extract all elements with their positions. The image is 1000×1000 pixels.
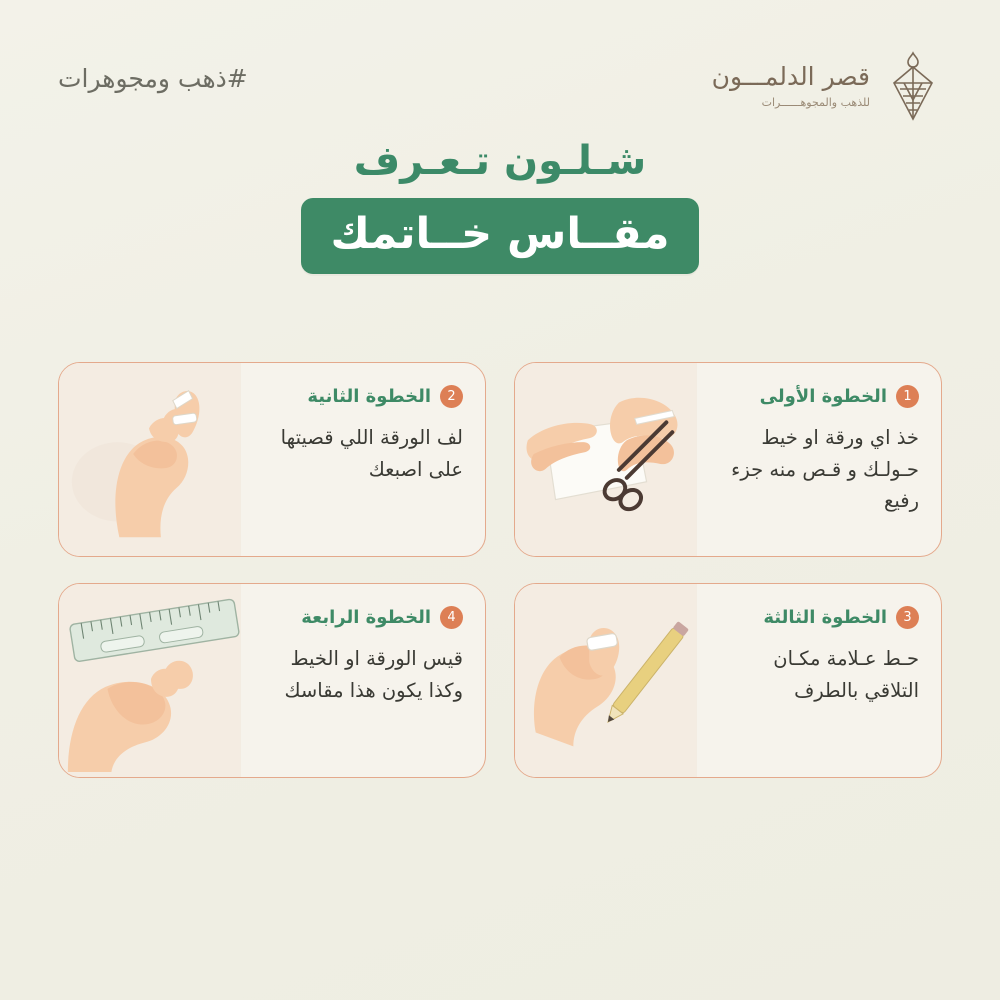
- step-number-badge: 4: [440, 606, 463, 629]
- brand-subtitle: للذهب والمجوهــــــرات: [761, 95, 870, 109]
- brand-lockup: [712, 50, 942, 122]
- step-card-4-text: [241, 584, 485, 777]
- steps-grid: [58, 362, 942, 778]
- step-card-1-text: [697, 363, 941, 556]
- step-label: الخطوة الرابعة: [301, 607, 431, 628]
- step-number-badge: 3: [896, 606, 919, 629]
- dilmun-crest-icon: [884, 50, 942, 122]
- hand-cutting-paper-with-scissors-illustration: [515, 363, 697, 556]
- header: [0, 46, 1000, 136]
- step-label: الخطوة الثالثة: [763, 607, 887, 628]
- step-card-2-text: [241, 363, 485, 556]
- hand-measuring-with-ruler-illustration: [59, 584, 241, 777]
- step-card-4: [58, 583, 486, 778]
- brand-text: [712, 63, 870, 109]
- step-label: الخطوة الثانية: [307, 386, 431, 407]
- step-number-badge: 2: [440, 385, 463, 408]
- step-card-4-head: [301, 606, 463, 629]
- step-card-1: [514, 362, 942, 557]
- step-body: لف الورقة اللي قصيتها على اصبعك: [280, 426, 463, 481]
- step-card-3-text: [697, 584, 941, 777]
- step-label: الخطوة الأولى: [759, 386, 887, 407]
- step-card-2-head: [307, 385, 463, 408]
- step-card-1-head: [760, 385, 919, 408]
- hashtag-text: #ذهب ومجوهرات: [58, 64, 248, 93]
- step-body: قيس الورقة او الخيط وكذا يكون هذا مقاسك: [284, 647, 463, 702]
- step-body: حـط عـلامة مكـان التلاقي بالطرف: [773, 647, 919, 702]
- page-title: [0, 138, 1000, 274]
- title-line-1: شـلـون تـعـرف: [353, 138, 647, 184]
- brand-name: قصر الدلمـــون: [711, 62, 870, 92]
- step-number-badge: 1: [896, 385, 919, 408]
- step-body: خذ اي ورقة او خيط حـولـك و قـص منه جزء رفيع: [731, 426, 919, 513]
- step-card-3: [514, 583, 942, 778]
- step-card-2: [58, 362, 486, 557]
- hand-wrapping-paper-strip-on-finger-illustration: [59, 363, 241, 556]
- step-card-3-head: [763, 606, 919, 629]
- title-line-2: مقــاس خــاتمك: [301, 198, 700, 274]
- hand-marking-paper-with-pencil-illustration: [515, 584, 697, 777]
